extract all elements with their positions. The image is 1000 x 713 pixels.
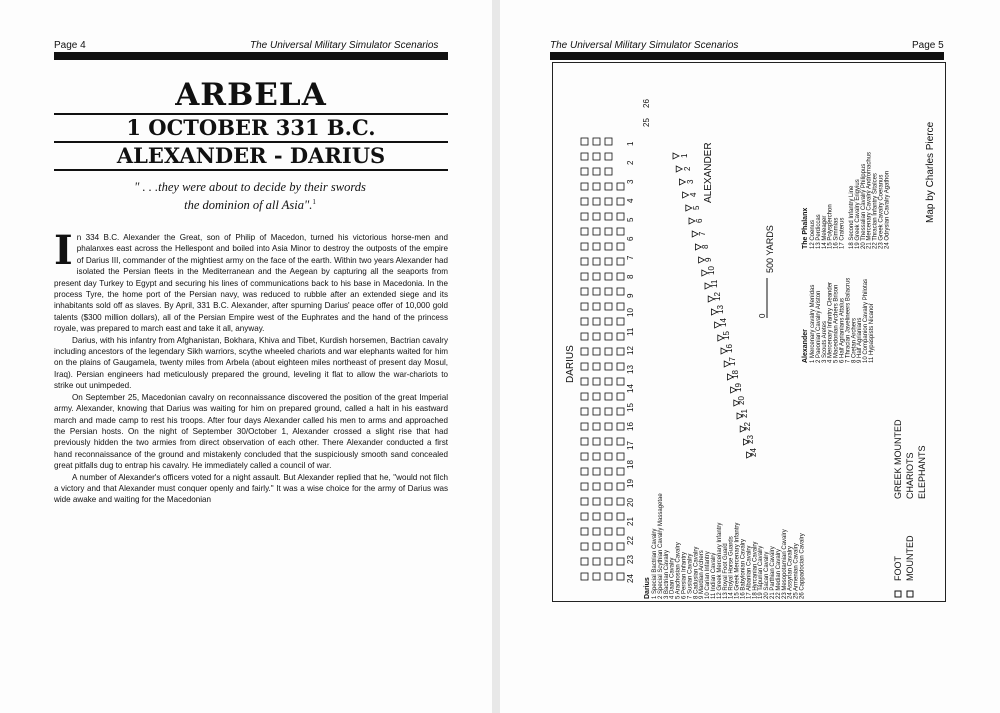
page-title: ARBELA: [175, 77, 327, 113]
greek-unit-number: 6: [695, 218, 704, 223]
persian-unit-box: [581, 213, 588, 220]
battle-subtitle: ALEXANDER - DARIUS: [116, 143, 386, 168]
persian-unit-number: 25: [642, 118, 651, 127]
darius-roster-item: 10 Carian Infantry: [705, 551, 712, 599]
foot-symbol: [895, 591, 901, 597]
persian-unit-number: 10: [626, 308, 635, 317]
mounted-symbol: [907, 591, 913, 597]
darius-roster-item: 3 Bactrian Cavalry: [663, 549, 670, 599]
persian-unit-box: [617, 318, 624, 325]
persian-unit-box: [581, 453, 588, 460]
darius-roster-item: 14 Royal Horse Guards: [728, 536, 735, 599]
persian-unit-box: [593, 258, 600, 265]
persian-unit-number: 4: [626, 198, 635, 203]
persian-unit-box: [605, 573, 612, 580]
legend-foot: FOOT: [893, 556, 903, 581]
greek-unit-number: 17: [728, 357, 737, 366]
alexander-roster-item: 2 Paeonian Cavalry Ariston: [815, 290, 822, 363]
page-number-right: Page 5: [912, 40, 944, 51]
persian-unit-number: 11: [626, 327, 635, 336]
greek-unit-number: 24: [749, 448, 758, 457]
running-header-left: The Universal Military Simulator Scenarios: [250, 40, 439, 51]
persian-unit-box: [617, 513, 624, 520]
persian-unit-box: [605, 243, 612, 250]
persian-unit-box: [617, 363, 624, 370]
persian-unit-box: [581, 378, 588, 385]
persian-unit-number: 23: [626, 555, 635, 564]
header-bar-right: [550, 52, 944, 60]
paragraph-2: Darius, with his infantry from Afghanistan, Bokhara, Khiva and Tibet, Kurdish horsemen, Bactrian cavalry including ancestors of the legendary Sikh warriors, scythe wheeled chariots and war elephants waited for him on the plains of Gaugamela, twenty miles from Arbela (about eighteen miles northeast of present day Mosul, Iraq). Persian engineers had meticulously prepared the ground, leveling it flat to allow the war-chariots to strike out unimpeded.: [54, 335, 448, 391]
persian-unit-grid: [581, 138, 624, 580]
persian-unit-box: [605, 273, 612, 280]
persian-unit-box: [593, 423, 600, 430]
left-wing-roster-item: 22 Thracian Infantry Sitalces: [872, 173, 879, 249]
persian-unit-box: [617, 333, 624, 340]
persian-unit-box: [593, 438, 600, 445]
persian-unit-box: [581, 513, 588, 520]
darius-roster-item: 2 Special Scythian Cavalry Massagetae: [657, 493, 664, 599]
darius-roster-item: 12 Greek Mercenary Infantry: [716, 522, 723, 599]
persian-unit-box: [617, 543, 624, 550]
persian-unit-number: 19: [626, 479, 635, 488]
persian-unit-number: 15: [626, 403, 635, 412]
persian-unit-box: [581, 573, 588, 580]
darius-roster-item: 26 Cappadocian Cavalry: [799, 533, 806, 599]
persian-unit-box: [605, 363, 612, 370]
persian-unit-box: [605, 213, 612, 220]
greek-unit-number: 12: [713, 292, 722, 301]
epigraph: [100, 180, 400, 213]
greek-unit-number: 11: [710, 279, 719, 288]
persian-unit-number: 1: [626, 141, 635, 146]
persian-unit-number: 5: [626, 217, 635, 222]
persian-unit-box: [605, 288, 612, 295]
persian-unit-box: [593, 273, 600, 280]
alexander-roster-item: 11 Hypaspists Nicanor: [869, 303, 875, 363]
persian-unit-box: [581, 468, 588, 475]
persian-unit-number: 14: [626, 384, 635, 393]
persian-unit-box: [581, 408, 588, 415]
greek-unit-number: 15: [722, 331, 731, 340]
persian-unit-box: [605, 303, 612, 310]
persian-unit-box: [593, 228, 600, 235]
persian-unit-box: [617, 198, 624, 205]
greek-unit-marker: [686, 205, 692, 211]
alexander-roster-item: 6 Half Agrianians Attalus: [839, 297, 846, 363]
running-header-right: The Universal Military Simulator Scenarios: [550, 40, 739, 51]
persian-unit-box: [593, 138, 600, 145]
alexander-roster-heading: Alexander: [802, 329, 809, 363]
alexander-roster-item: 4 Mercenary Infantry Cleander: [827, 281, 834, 363]
greek-unit-number: 10: [707, 266, 716, 275]
persian-unit-box: [617, 243, 624, 250]
persian-unit-number: 26: [642, 99, 651, 108]
footnote-marker: 1: [312, 198, 316, 206]
persian-unit-box: [605, 378, 612, 385]
persian-unit-box: [581, 138, 588, 145]
persian-unit-box: [593, 363, 600, 370]
persian-unit-number: 13: [626, 365, 635, 374]
page-fold: [492, 0, 500, 713]
darius-roster-item: 9 Mardian Archers: [699, 550, 706, 599]
persian-unit-box: [605, 558, 612, 565]
right-page: [500, 0, 1000, 713]
darius-roster-item: 13 Royal Foot Guard: [722, 543, 729, 599]
persian-unit-box: [581, 543, 588, 550]
persian-unit-box: [617, 498, 624, 505]
alexander-roster-item: 10 Companion Cavalry Philotas: [863, 278, 870, 363]
darius-roster-item: 8 Cadusian Cavalry: [693, 546, 700, 599]
epigraph-line-2: the dominion of all Asia".: [184, 198, 313, 213]
darius-roster-item: 21 Parthian Cavalry: [770, 546, 776, 599]
alexander-label: ALEXANDER: [703, 142, 714, 203]
battle-map: [552, 62, 946, 602]
greek-unit-number: 7: [698, 231, 707, 236]
darius-roster-item: 1 Special Bactrian Cavalry: [652, 528, 658, 599]
darius-roster-item: 20 Sacan Cavalry: [764, 551, 771, 599]
darius-roster-item: 22 Median Cavalry: [775, 548, 782, 599]
persian-unit-box: [581, 393, 588, 400]
left-wing-roster-item: 24 Odrysian Cavalry Agathon: [884, 170, 891, 249]
scale-label: 500 YARDS: [765, 225, 775, 273]
persian-unit-box: [593, 198, 600, 205]
persian-unit-box: [617, 183, 624, 190]
paragraph-4: A number of Alexander's officers voted for a night assault. But Alexander replied that he, "would not filch a victory and that Alexander must conquer openly and fairly." It was a wise choice for the army of Darius was wide awake and waiting for the Macedonian: [54, 472, 448, 505]
persian-unit-box: [617, 453, 624, 460]
persian-unit-box: [617, 228, 624, 235]
persian-unit-box: [605, 138, 612, 145]
alexander-roster-item: 8 Cretan Archers: [851, 317, 858, 363]
alexander-roster-item: 9 Half Agrianians: [857, 317, 864, 363]
persian-unit-box: [593, 498, 600, 505]
persian-unit-box: [593, 453, 600, 460]
alexander-roster-item: 7 Thracian Javelineers Balacrus: [845, 277, 852, 363]
persian-unit-number: 9: [626, 293, 635, 298]
persian-unit-box: [605, 348, 612, 355]
persian-unit-box: [617, 213, 624, 220]
persian-unit-box: [605, 483, 612, 490]
greek-unit-marker: [676, 166, 682, 172]
persian-unit-box: [593, 183, 600, 190]
persian-unit-box: [605, 333, 612, 340]
greek-unit-number: 3: [686, 179, 695, 184]
persian-unit-box: [593, 483, 600, 490]
persian-unit-box: [593, 213, 600, 220]
darius-roster-item: 23 Mesopotamian Cavalry: [781, 529, 788, 599]
persian-unit-box: [617, 408, 624, 415]
persian-unit-box: [593, 543, 600, 550]
persian-unit-box: [605, 528, 612, 535]
persian-unit-box: [605, 258, 612, 265]
greek-unit-number: 22: [743, 422, 752, 431]
persian-unit-box: [617, 393, 624, 400]
persian-unit-box: [581, 333, 588, 340]
map-legend: [893, 419, 927, 597]
persian-unit-box: [605, 153, 612, 160]
persian-unit-box: [581, 198, 588, 205]
persian-unit-number: 18: [626, 460, 635, 469]
map-credit: Map by Charles Pierce: [925, 121, 936, 223]
phalanx-roster-item: 13 Perdiccas: [815, 214, 822, 249]
persian-unit-number: 7: [626, 255, 635, 260]
darius-roster-item: 5 Arachosian Cavalry: [675, 542, 682, 599]
greek-unit-number: 23: [746, 435, 755, 444]
alexander-roster-item: 5 Macedonian Archers Brison: [833, 284, 840, 363]
persian-unit-box: [593, 348, 600, 355]
persian-unit-box: [581, 423, 588, 430]
persian-unit-box: [605, 198, 612, 205]
persian-unit-box: [617, 348, 624, 355]
phalanx-roster-item: 16 Simmias: [833, 217, 840, 249]
drop-cap: I: [54, 227, 73, 274]
persian-unit-box: [605, 423, 612, 430]
phalanx-roster-item: 17 Craterus: [839, 217, 846, 249]
greek-unit-number: 13: [716, 305, 725, 314]
paragraph-1: In 334 B.C. Alexander the Great, son of Philip of Macedon, turned his victorious horse-men and phalanxes east across the Hellespont and boiled into Asia Minor to destroy the outposts of the empire of Darius III, commander of the mightiest army on the face of the earth. Within two years Alexander had isolated the Persian fleets in the Mediterranean and the Aegean by capturing all the seaports from present day Turkey to Egypt and securing his lines of communications back to his base in Macedonia. In the process Tyre, the home port of the Persian navy, was reduced to rubble after an extended siege and its inhabitants sold off as slaves. By April, 331 B.C. Alexander, after spurning Darius' peace offer of 10,000 gold talents ($300 million dollars), all of the Persian Empire west of the Euphrates and the hand of the princess royale, was prepared to march east and take it all, anyway.: [54, 227, 448, 334]
persian-unit-number: 2: [626, 160, 635, 165]
persian-unit-box: [617, 468, 624, 475]
persian-unit-box: [581, 288, 588, 295]
persian-unit-box: [581, 303, 588, 310]
greek-unit-number: 19: [734, 383, 743, 392]
persian-unit-number: 20: [626, 498, 635, 507]
alexander-roster-item: 3 Scouts Aretes: [821, 320, 828, 363]
legend-greek-mounted: GREEK MOUNTED: [893, 419, 903, 499]
persian-unit-box: [617, 378, 624, 385]
persian-unit-box: [593, 303, 600, 310]
legend-mounted: MOUNTED: [905, 535, 915, 581]
persian-unit-box: [617, 528, 624, 535]
scale-zero: 0: [758, 313, 767, 318]
persian-unit-box: [605, 468, 612, 475]
persian-unit-number: 12: [626, 346, 635, 355]
persian-unit-box: [581, 558, 588, 565]
left-wing-roster-item: 21 Mercenary Cavalry Andromachus: [866, 151, 873, 249]
legend-chariots: CHARIOTS: [905, 452, 915, 499]
left-wing-roster-item: 19 Greek Cavalry Erigyius: [854, 179, 861, 249]
persian-unit-box: [605, 543, 612, 550]
epigraph-line-1: " . . .they were about to decide by their swords: [134, 180, 366, 194]
header-bar-left: [54, 52, 448, 60]
greek-unit-number: 9: [704, 257, 713, 262]
darius-roster-item: 19 Tapurian Cavalry: [758, 545, 765, 599]
persian-unit-number: 17: [626, 441, 635, 450]
darius-roster-item: 25 Armenian Cavalry: [793, 543, 800, 599]
persian-unit-box: [605, 513, 612, 520]
persian-unit-box: [593, 393, 600, 400]
persian-unit-number: 6: [626, 236, 635, 241]
left-page: [0, 0, 492, 713]
persian-unit-number: 16: [626, 422, 635, 431]
persian-unit-box: [605, 453, 612, 460]
greek-unit-numbers: [680, 153, 758, 457]
persian-unit-box: [593, 288, 600, 295]
persian-unit-box: [581, 258, 588, 265]
persian-unit-box: [581, 168, 588, 175]
persian-unit-box: [581, 243, 588, 250]
phalanx-roster-heading: The Phalanx: [802, 207, 809, 249]
greek-unit-marker: [679, 179, 685, 185]
persian-unit-box: [617, 258, 624, 265]
persian-unit-box: [605, 393, 612, 400]
persian-unit-number: 24: [626, 574, 635, 583]
persian-unit-box: [581, 153, 588, 160]
unit-rosters: [644, 152, 890, 599]
title-block: [54, 78, 448, 172]
darius-roster-heading: Darius: [644, 577, 651, 599]
darius-roster-item: 4 Daan Cavalry: [669, 557, 676, 599]
greek-unit-number: 5: [692, 205, 701, 210]
persian-unit-box: [581, 363, 588, 370]
persian-unit-box: [581, 348, 588, 355]
greek-unit-number: 16: [725, 344, 734, 353]
darius-roster-item: 11 Indian Cavalry: [711, 552, 717, 599]
page-number-left: Page 4: [54, 40, 86, 51]
greek-unit-number: 2: [683, 166, 692, 171]
persian-unit-box: [593, 378, 600, 385]
persian-unit-box: [593, 513, 600, 520]
persian-unit-box: [581, 318, 588, 325]
persian-unit-box: [581, 438, 588, 445]
article-body: [54, 227, 448, 506]
persian-unit-box: [617, 273, 624, 280]
battle-date: 1 OCTOBER 331 B.C.: [126, 115, 376, 140]
persian-unit-number: 21: [626, 517, 635, 526]
greek-unit-marker: [683, 192, 689, 198]
persian-unit-box: [593, 558, 600, 565]
greek-unit-marker: [673, 153, 679, 159]
persian-unit-box: [581, 228, 588, 235]
persian-unit-box: [605, 498, 612, 505]
persian-unit-box: [617, 423, 624, 430]
persian-unit-box: [593, 318, 600, 325]
persian-unit-number: 8: [626, 274, 635, 279]
left-wing-roster-item: 18 Second Infantry Line: [849, 185, 855, 249]
darius-roster-item: 24 Assyrian Cavalry: [787, 545, 794, 599]
darius-roster-item: 7 Susian Cavalry: [687, 553, 694, 599]
darius-roster-item: 17 Albanian Cavalry: [746, 545, 753, 599]
persian-unit-box: [605, 408, 612, 415]
persian-unit-box: [581, 183, 588, 190]
darius-roster-item: 6 Persian Infantry: [681, 551, 688, 599]
battle-map-svg: [553, 63, 945, 601]
persian-unit-box: [593, 573, 600, 580]
darius-roster-item: 15 Greek Mercenary Infantry: [734, 522, 741, 599]
greek-unit-number: 4: [689, 192, 698, 197]
greek-unit-number: 14: [719, 318, 728, 327]
paragraph-3: On September 25, Macedonian cavalry on reconnaissance discovered the position of the great Imperial army. Alexander, knowing that Darius was waiting for him on prepared ground, called a halt in his eastward march and made camp to rest his troops. After four days Alexander called his men to arms and approached the Persian hosts. On the night of September 30/October 1, Alexander crossed a slight rise that had previously hidden the two armies from direct observation of each other. There Alexander conducted a first hand reconnaissance of the ground and mistakenly concluded that the suspiciously smooth sand concealed great pitfalls dug to entrap his cavalry. He immediately called a council of war.: [54, 392, 448, 471]
persian-unit-box: [593, 333, 600, 340]
darius-roster-item: 18 Hyrcanian Cavalry: [752, 541, 759, 599]
persian-unit-box: [581, 483, 588, 490]
persian-unit-box: [605, 228, 612, 235]
darius-roster-item: 16 Babylonian Cavalry: [740, 538, 747, 599]
left-wing-roster-item: 20 Thessalian Cavalry Philippus: [860, 163, 867, 249]
phalanx-roster-item: 14 Meleager: [821, 215, 828, 249]
persian-unit-box: [593, 243, 600, 250]
persian-unit-box: [605, 168, 612, 175]
persian-unit-box: [593, 153, 600, 160]
greek-unit-number: 8: [701, 244, 710, 249]
darius-label: DARIUS: [565, 345, 576, 383]
persian-unit-box: [581, 498, 588, 505]
persian-unit-box: [617, 438, 624, 445]
greek-unit-number: 21: [740, 409, 749, 418]
persian-unit-box: [617, 573, 624, 580]
persian-unit-number: 22: [626, 536, 635, 545]
persian-unit-box: [605, 438, 612, 445]
persian-unit-box: [617, 558, 624, 565]
phalanx-roster-item: 12 Coenus: [810, 219, 816, 249]
persian-unit-numbers: [626, 99, 651, 583]
persian-unit-box: [593, 408, 600, 415]
persian-unit-box: [581, 273, 588, 280]
persian-unit-box: [581, 528, 588, 535]
persian-unit-box: [593, 468, 600, 475]
alexander-roster-item: 1 Mercenary cavalry Menidas: [810, 284, 816, 363]
persian-unit-box: [617, 303, 624, 310]
subtitle-rule: [54, 169, 448, 171]
persian-unit-box: [617, 483, 624, 490]
greek-unit-number: 1: [680, 153, 689, 158]
greek-unit-number: 18: [731, 370, 740, 379]
persian-unit-box: [593, 168, 600, 175]
persian-unit-number: 3: [626, 179, 635, 184]
persian-unit-box: [617, 288, 624, 295]
left-wing-roster-item: 23 Greek Cavalry Coeranus: [878, 174, 885, 249]
legend-elephants: ELEPHANTS: [917, 445, 927, 499]
persian-unit-box: [605, 318, 612, 325]
persian-unit-box: [605, 183, 612, 190]
persian-unit-box: [593, 528, 600, 535]
greek-unit-number: 20: [737, 396, 746, 405]
phalanx-roster-item: 15 Polysperchon: [827, 204, 834, 249]
